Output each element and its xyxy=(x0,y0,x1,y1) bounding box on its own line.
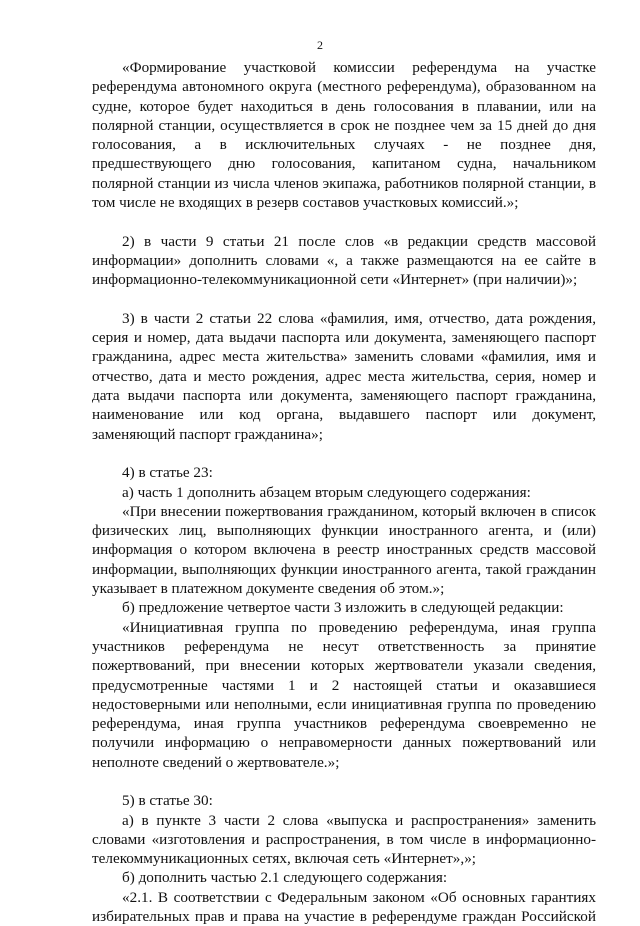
paragraph-gap xyxy=(92,290,596,309)
paragraph-item-2-article-21: 2) в части 9 статьи 21 после слов «в редакции средств массовой информации» дополнить словами «, а также размещаются на ее сайте в информационно-телекоммуникационной сети «Интернет» (при наличии)»; xyxy=(92,232,596,289)
page-number: 2 xyxy=(317,38,323,52)
paragraph-initiative-group-liability: «Инициативная группа по проведению референдума, иная группа участников референдума не несут ответственность за принятие пожертвований, при внесении которых жертвователи указали сведения, предусмотренные частями 1 и 2 настоящей статьи и оказавшиеся недостоверными или неполными, если инициативная группа по проведению референдума, иная группа участников референдума своевременно не получили информацию о неправомерности данных пожертвований или неполноте сведений о жертвователе.»; xyxy=(92,618,596,771)
paragraph-item-5a: а) в пункте 3 части 2 слова «выпуска и распространения» заменить словами «изготовления и распространения, в том числе в информационно-телекоммуникационных сетях, включая сеть «Интернет»,»; xyxy=(92,811,596,868)
paragraph-gap xyxy=(92,444,596,463)
paragraph-item-3-article-22: 3) в части 2 статьи 22 слова «фамилия, имя, отчество, дата рождения, серия и номер, дата выдачи паспорта или документа, заменяющего паспорт гражданина, адрес места жительства» заменить словами «фамилия, имя и отчество, дата и место рождения, адрес места жительства, серия, номер и дата выдачи паспорта или документа, заменяющего паспорт гражданина, наименование или код органа, выдавшего паспорт или документ, заменяющий паспорт гражданина»; xyxy=(92,309,596,443)
paragraph-item-5b: б) дополнить частью 2.1 следующего содержания: xyxy=(122,869,448,887)
paragraph-item-4-article-23: 4) в статье 23: xyxy=(122,464,213,482)
document-body xyxy=(92,58,596,926)
paragraph-polling-commission-on-vessel: «Формирование участковой комиссии референдума на участке референдума автономного округа (местного референдума), образованном на судне, которое будет находиться в день голосования в плавании, или на полярной станции, осуществляется в срок не позднее чем за 15 дней до дня голосования, а в исключительных случаях - не позднее дня, предшествующего дню голосования, капитаном судна, начальником полярной станции из числа членов экипажа, работников полярной станции, в том числе не входящих в резерв составов участковых комиссий.»; xyxy=(92,59,596,212)
paragraph-item-5-article-30: 5) в статье 30: xyxy=(122,792,213,810)
paragraph-item-4a: а) часть 1 дополнить абзацем вторым следующего содержания: xyxy=(122,483,531,501)
paragraph-gap xyxy=(92,772,596,791)
paragraph-foreign-agent-donation: «При внесении пожертвования гражданином, который включен в список физических лиц, выполняющих функции иностранного агента, и (или) информация о котором включена в реестр иностранных средств массовой информации, выполняющих функции иностранного агента, такой гражданин указывает в платежном документе сведения об этом.»; xyxy=(92,502,596,598)
paragraph-gap xyxy=(92,212,596,231)
paragraph-part-2-1: «2.1. В соответствии с Федеральным законом «Об основных гарантиях избирательных прав и права на участие в референдуме граждан Российской xyxy=(92,888,596,926)
paragraph-item-4b: б) предложение четвертое части 3 изложить в следующей редакции: xyxy=(122,599,564,617)
